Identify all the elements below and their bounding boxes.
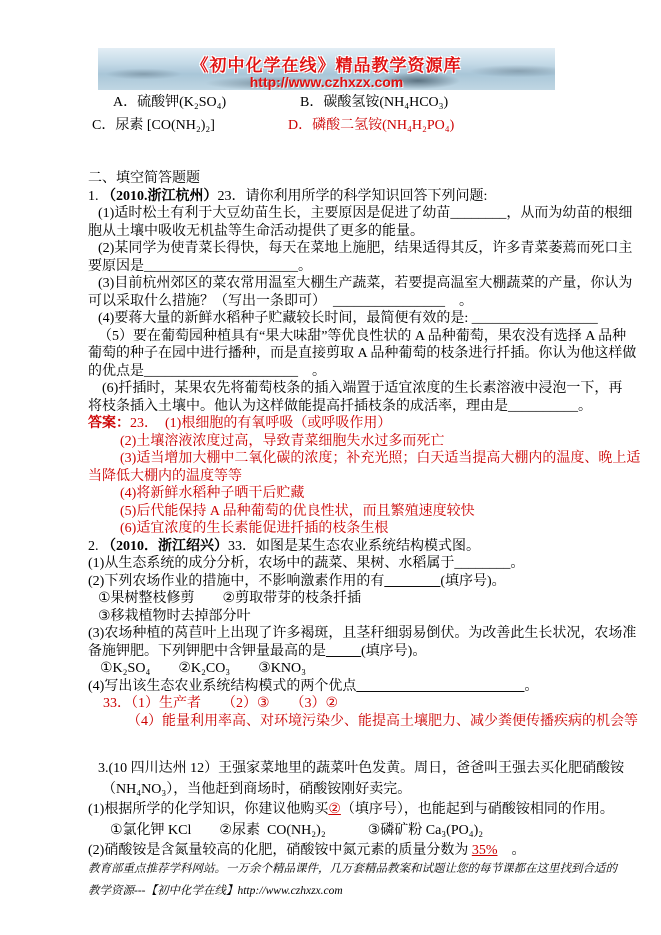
text-line (88, 380, 623, 398)
text-line (88, 821, 603, 842)
text-run: ________ (384, 573, 441, 589)
text-run: 23． (1)根细胞的有氧呼吸（或呼吸作用） (130, 416, 392, 431)
site-banner-url: http://www.czhxzx.com (249, 74, 404, 90)
text-line (88, 485, 603, 503)
text-line (88, 573, 603, 591)
text-line (88, 205, 633, 223)
text-line (88, 223, 603, 241)
text-run: ①果树整枝修剪 ②剪取带芽的枝条扦插 (98, 591, 362, 606)
text-line (88, 555, 603, 573)
text-line (88, 468, 603, 486)
text-line (88, 590, 603, 608)
text-line (88, 117, 603, 135)
text-run: (6)扦插时，某果农先将葡萄枝条的插入端置于适宜浓度的生长素溶液中浸泡一下，再 (102, 381, 623, 396)
text-run: 胞从土壤中吸收无机盐等生命活动提供了更多的能量。 (88, 223, 424, 239)
text-line (88, 415, 603, 433)
text-run: (4)写出该生态农业系统结构模式的两个优点 (88, 678, 357, 694)
text-run: A．硫酸钾(K₂SO₄) (113, 95, 227, 110)
text-run: ①K₂SO₄ ②K₂CO₃ ③KNO₃ (100, 661, 306, 676)
text-run: 二、填空简答题题 (88, 171, 200, 186)
text-line (88, 188, 603, 206)
text-line (88, 328, 627, 346)
text-run: B．碳酸氢铵(NH₄HCO₃) (300, 95, 449, 110)
text-line (88, 293, 603, 311)
text-line (88, 240, 633, 258)
text-run: （4）能量利用率高、对环境污染少、能提高土壤肥力、减少粪便传播疾病的机会等 (127, 713, 638, 729)
text-line (88, 538, 603, 556)
text-run: 33．（1）生产者 （2）③ （3）② (103, 696, 339, 711)
text-run: (3)目前杭州郊区的菜农常用温室大棚生产蔬菜，若要提高温室大棚蔬菜的产量，你认为 (98, 276, 633, 291)
text-line (88, 503, 603, 521)
text-line (88, 643, 603, 661)
text-run: (1)根据所学的化学知识，你建议他购买 (88, 802, 329, 817)
text-line (88, 398, 603, 416)
text-run: (填序号)。 (361, 643, 427, 659)
text-line (88, 275, 633, 293)
text-run: （填序号），也能起到与硝酸铵相同的作用。 (340, 802, 614, 817)
text-line (88, 433, 603, 451)
text-run: (2)土壤溶液浓度过高，导致青菜细胞失水过多而死亡 (120, 433, 445, 449)
site-banner-title: 《初中化学在线》精品教学资源库 (191, 56, 462, 75)
text-run: 3.(10 四川达州 12）王强家菜地里的蔬菜叶色发黄。周日，爸爸叫王强去买化肥硝酸铵 (98, 761, 625, 776)
footer-note (88, 858, 617, 902)
text-run: _____ (326, 643, 361, 659)
text-line (88, 363, 603, 381)
text-run: D．磷酸二氢铵(NH₄H₂PO₄) (288, 117, 455, 133)
text-run: （2010．浙江绍兴） (102, 538, 228, 554)
text-line (88, 345, 637, 363)
text-run: 要原因是______________________。 (88, 258, 312, 274)
text-run: ①氯化钾 KCl ②尿素 CO(NH₂)₂ ③磷矿粉 Ca₃(PO₄)₂ (110, 822, 484, 838)
text-line (88, 520, 603, 538)
text-line (88, 713, 638, 731)
document-body (88, 0, 641, 862)
text-run: 当降低大棚内的温度等等 (88, 468, 242, 484)
text-run: (填序号)。 (440, 573, 506, 589)
text-run: 23．请你利用所学的科学知识回答下列问题: (217, 188, 488, 204)
footer-line-2: 教学资源---【初中化学在线】http://www.czhxzx.com (88, 885, 343, 897)
text-run: (2)某同学为使青菜长得快，每天在菜地上施肥，结果适得其反，许多青菜萎蔫而死口主 (98, 241, 633, 256)
text-run: (2)硝酸铵是含氮量较高的化肥，硝酸铵中氮元素的质量分数为 (88, 843, 472, 858)
text-run: ________________________ (356, 678, 525, 694)
text-run: 1. (88, 188, 102, 204)
text-line (88, 780, 603, 801)
text-line (88, 450, 641, 468)
text-run: （5）要在葡萄园种植具有“果大味甜”等优良性状的 A 品种葡萄，果农没有选择 A 品种 (98, 328, 627, 344)
text-run: 35% (471, 843, 498, 858)
text-line (88, 759, 625, 780)
text-run: 33．如图是某生态农业系统结构模式图。 (228, 538, 480, 554)
text-run: ③移栽植物时去掉部分叶 (98, 608, 251, 624)
text-run: (4)将新鲜水稻种子晒干后贮藏 (120, 486, 305, 501)
footer-line-1: 教育部重点推荐学科网站。一万余个精品课件，几万套精品教案和试题让您的每节课都在这里找到合适的 (88, 863, 617, 875)
text-run: (4)要蒋大量的新鲜水稻种子贮藏较长时间，最简便有效的是: __________________ (98, 311, 598, 326)
text-line (88, 695, 603, 713)
text-run: (3)农场种植的莴苣叶上出现了许多褐斑，且茎秆细弱易倒伏。为改善此生长状况，农场准 (88, 626, 637, 641)
text-line (88, 258, 603, 276)
text-line (88, 608, 603, 626)
text-run: 。 (497, 843, 526, 858)
text-run: (2)下列农场作业的措施中，不影响激素作用的有 (88, 573, 385, 589)
text-run: 葡萄的种子在园中进行播种，而是直接剪取 A 品种葡萄的枝条进行扦插。你认为他这样做 (88, 346, 637, 361)
text-run: 备施钾肥。下列钾肥中含钾量最高的是 (88, 643, 326, 659)
text-line (88, 678, 603, 696)
text-run: (6)适宜浓度的生长素能促进扦插的枝条生根 (120, 521, 389, 536)
text-run: (1)适时松土有利于大豆幼苗生长，主要原因是促进了幼苗________，从而为幼苗的根细 (98, 206, 633, 221)
text-line (88, 625, 637, 643)
text-run: 可以采取什么措施？（写出一条即可） ________________ 。 (88, 293, 473, 309)
text-run: 。 (524, 678, 539, 694)
text-run: ② (328, 802, 341, 817)
text-run: C．尿素 [CO(NH₂)₂] (92, 117, 215, 133)
text-line (88, 170, 603, 188)
text-line (88, 800, 614, 821)
text-run: 的优点是______________________ 。 (88, 363, 326, 379)
text-run: 将枝条插入土壤中。他认为这样做能提高扦插枝条的成活率，理由是__________。 (88, 398, 592, 414)
text-run: 答案： (88, 416, 130, 431)
text-run: （NH₄NO₃），当他赶到商场时，硝酸铵刚好卖完。 (102, 781, 412, 797)
text-run: (1)从生态系统的成分分析，农场中的蔬菜、果树、水稻属于________。 (88, 556, 525, 571)
text-line (88, 310, 603, 328)
text-run: (5)后代能保持 A 品种葡萄的优良性状，而且繁殖速度较快 (120, 503, 475, 519)
text-line (88, 660, 603, 678)
text-run: （2010.浙江杭州） (102, 188, 218, 204)
text-run: (3)适当增加大棚中二氧化碳的浓度；补充光照；白天适当提高大棚内的温度、晚上适 (120, 451, 641, 466)
text-line (88, 94, 603, 112)
text-run: 2. (88, 538, 102, 554)
